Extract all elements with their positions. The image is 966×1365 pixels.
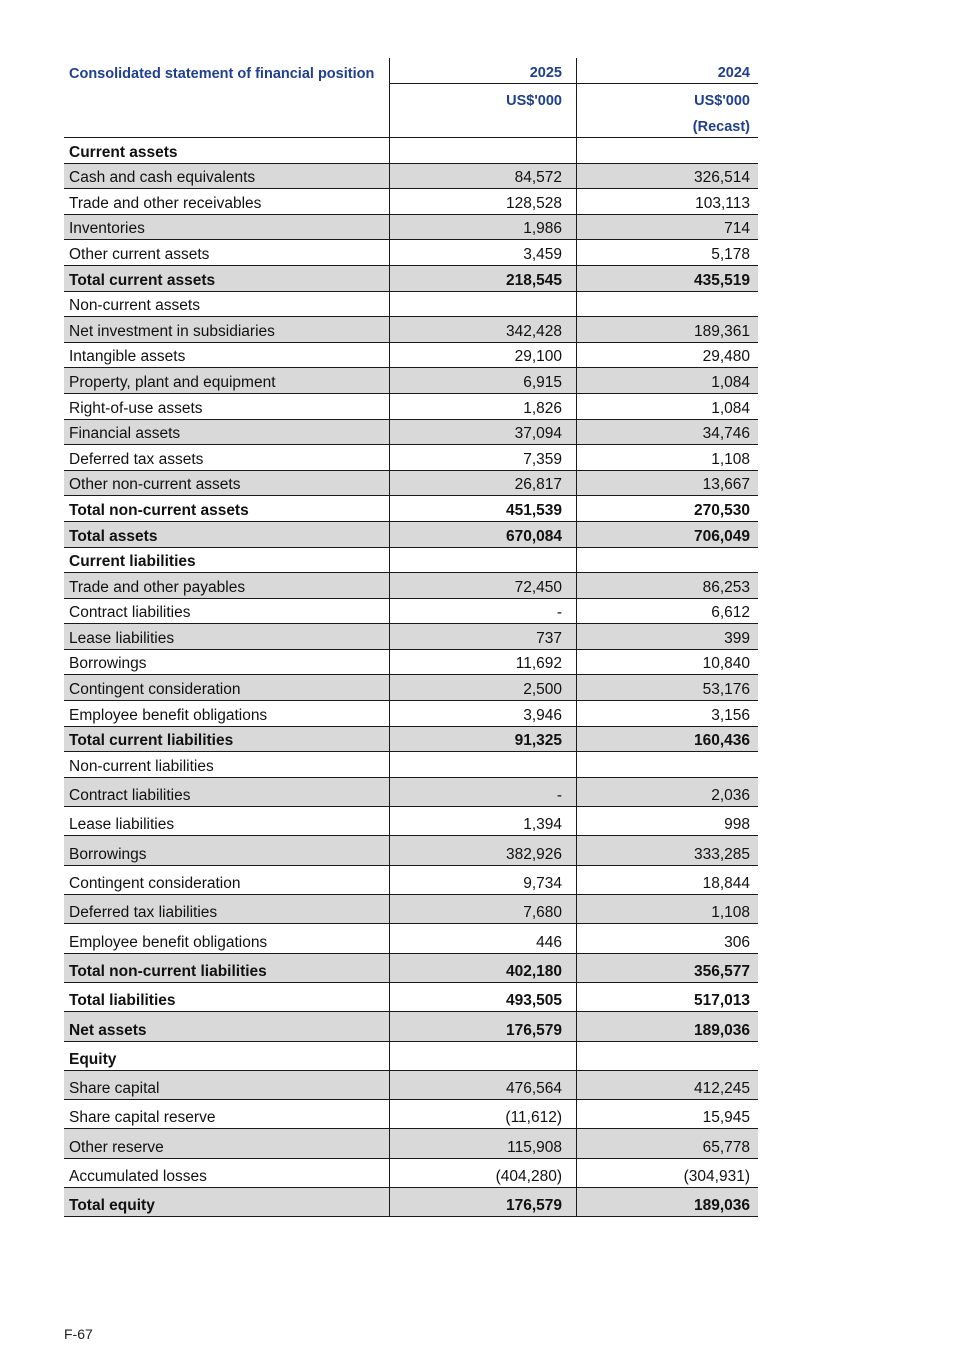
table-row [64, 548, 758, 574]
row-label-text: Right-of-use assets [69, 399, 203, 417]
unit-row [64, 84, 758, 111]
recast-note: (Recast) [576, 111, 758, 137]
row-label-text: Borrowings [69, 655, 147, 673]
table-row [64, 522, 758, 548]
row-label [64, 1042, 389, 1070]
value-2024 [576, 1042, 758, 1070]
value-2024 [576, 164, 758, 189]
row-label [64, 266, 389, 291]
table-row [64, 1129, 758, 1158]
row-label-text: Property, plant and equipment [69, 373, 276, 391]
row-label [64, 778, 389, 806]
row-label-text: Deferred tax assets [69, 450, 204, 468]
row-label-text: Total current assets [69, 271, 216, 289]
value-2024 [576, 266, 758, 291]
value-2025-text: 3,459 [523, 245, 562, 263]
row-label [64, 573, 389, 598]
value-2025 [389, 727, 576, 752]
value-2024 [576, 445, 758, 470]
value-2024 [576, 954, 758, 982]
value-2025 [389, 573, 576, 598]
row-label-text: Total current liabilities [69, 732, 234, 750]
row-label-text: Inventories [69, 220, 145, 238]
value-2024-text: 326,514 [693, 169, 750, 187]
row-label [64, 240, 389, 265]
value-2025 [389, 624, 576, 649]
row-label [64, 1188, 389, 1216]
row-label [64, 420, 389, 445]
value-2024 [576, 650, 758, 675]
row-label [64, 983, 389, 1011]
row-label-text: Non-current assets [69, 297, 200, 315]
value-2024 [576, 836, 758, 864]
table-row [64, 138, 758, 164]
row-label [64, 752, 389, 777]
value-2025 [389, 368, 576, 393]
value-2025 [389, 164, 576, 189]
row-label-text: Total equity [69, 1197, 155, 1215]
row-label [64, 727, 389, 752]
table-row [64, 394, 758, 420]
value-2024-text: 706,049 [693, 527, 750, 545]
value-2025 [389, 445, 576, 470]
table-row [64, 573, 758, 599]
value-2024-text: 399 [724, 629, 750, 647]
value-2025-text: 11,692 [515, 655, 562, 673]
row-label [64, 164, 389, 189]
value-2024-text: 435,519 [693, 271, 750, 289]
table-row [64, 189, 758, 215]
value-2024-text: 13,667 [702, 476, 750, 494]
value-2024-text: 6,612 [711, 604, 750, 622]
value-2024-text: (304,931) [683, 1168, 750, 1185]
value-2025 [389, 1042, 576, 1070]
row-label-text: Cash and cash equivalents [69, 169, 256, 187]
row-label [64, 189, 389, 214]
value-2025-text: 37,094 [514, 425, 562, 443]
row-label-text: Intangible assets [69, 348, 186, 366]
value-2025 [389, 1100, 576, 1128]
value-2024 [576, 522, 758, 547]
value-2024-text: 53,176 [702, 681, 750, 699]
table-row [64, 343, 758, 369]
value-2025 [389, 983, 576, 1011]
row-label [64, 1071, 389, 1099]
value-2024-text: 189,036 [693, 1021, 750, 1039]
value-2024-text: 189,036 [693, 1197, 750, 1215]
table-row [64, 1188, 758, 1217]
value-2025-text: 176,579 [505, 1197, 562, 1215]
row-label [64, 368, 389, 393]
value-2025-text: 128,528 [505, 194, 562, 212]
header-spacer [64, 111, 389, 137]
value-2024 [576, 983, 758, 1011]
value-2024-text: 998 [724, 816, 750, 834]
value-2025-text: 3,946 [523, 706, 562, 724]
table-row [64, 1012, 758, 1041]
value-2024-text: 1,084 [711, 399, 750, 417]
value-2025 [389, 420, 576, 445]
table-row [64, 599, 758, 625]
row-label [64, 599, 389, 624]
row-label [64, 836, 389, 864]
row-label [64, 548, 389, 573]
value-2025-text: 1,986 [523, 220, 562, 238]
row-label [64, 924, 389, 952]
value-2025 [389, 138, 576, 163]
value-2024 [576, 701, 758, 726]
value-2024 [576, 138, 758, 163]
row-label [64, 445, 389, 470]
value-2025 [389, 650, 576, 675]
table-row [64, 164, 758, 190]
table-row [64, 266, 758, 292]
row-label-text: Deferred tax liabilities [69, 904, 218, 922]
row-label [64, 1012, 389, 1040]
value-2025-text: 84,572 [514, 169, 562, 187]
value-2024 [576, 1188, 758, 1216]
row-label-text: Accumulated losses [69, 1168, 207, 1185]
value-2024 [576, 752, 758, 777]
row-label-text: Current liabilities [69, 553, 196, 571]
value-2024 [576, 215, 758, 240]
table-row [64, 778, 758, 807]
row-label-text: Contingent consideration [69, 875, 241, 893]
row-label [64, 496, 389, 521]
row-label-text: Trade and other payables [69, 578, 246, 596]
value-2025 [389, 599, 576, 624]
value-2025 [389, 807, 576, 835]
value-2025-text: 6,915 [523, 373, 562, 391]
row-label-text: Current assets [69, 143, 178, 161]
value-2025-text: 115,908 [507, 1138, 562, 1156]
value-2024-text: 160,436 [693, 732, 750, 750]
table-row [64, 752, 758, 778]
value-2025-text: 446 [536, 933, 562, 951]
row-label-text: Share capital [69, 1080, 160, 1098]
row-label [64, 138, 389, 163]
value-2024 [576, 368, 758, 393]
value-2024-text: 86,253 [702, 578, 750, 596]
value-2025 [389, 317, 576, 342]
value-2025 [389, 496, 576, 521]
table-row [64, 807, 758, 836]
value-2025-text: 737 [536, 629, 562, 647]
row-label-text: Borrowings [69, 845, 147, 863]
value-2025 [389, 471, 576, 496]
row-label [64, 343, 389, 368]
value-2024 [576, 292, 758, 317]
row-label-text: Trade and other receivables [69, 194, 262, 212]
column-header-2025: 2025 [389, 58, 576, 84]
row-label [64, 317, 389, 342]
row-label-text: Non-current liabilities [69, 757, 214, 775]
row-label-text: Employee benefit obligations [69, 706, 268, 724]
column-header-2024: 2024 [576, 58, 758, 84]
value-2024 [576, 1100, 758, 1128]
value-2025 [389, 701, 576, 726]
table-row [64, 895, 758, 924]
value-2024-text: 306 [724, 933, 750, 951]
value-2024 [576, 471, 758, 496]
value-2025-text: 91,325 [514, 732, 562, 750]
recast-row [64, 111, 758, 138]
table-row [64, 317, 758, 343]
note-2025-blank [389, 111, 576, 137]
value-2024 [576, 866, 758, 894]
value-2024-text: 65,778 [702, 1138, 750, 1156]
value-2025 [389, 866, 576, 894]
value-2024-text: 10,840 [702, 655, 750, 673]
table-row [64, 496, 758, 522]
row-label-text: Contingent consideration [69, 681, 241, 699]
value-2025-text: 670,084 [505, 527, 562, 545]
value-2024-text: 517,013 [693, 992, 750, 1010]
value-2025 [389, 1071, 576, 1099]
unit-2024: US$'000 [576, 84, 758, 111]
value-2025 [389, 548, 576, 573]
row-label [64, 215, 389, 240]
value-2024-text: 103,113 [695, 194, 750, 212]
table-body [64, 138, 758, 1217]
value-2025-text: 493,505 [505, 992, 562, 1010]
value-2024-text: 270,530 [693, 501, 750, 519]
value-2024 [576, 675, 758, 700]
table-row [64, 624, 758, 650]
value-2024-text: 714 [724, 220, 750, 238]
row-label [64, 895, 389, 923]
value-2025-text: 476,564 [505, 1080, 562, 1098]
value-2025 [389, 189, 576, 214]
table-row [64, 650, 758, 676]
table-row [64, 368, 758, 394]
header-row [64, 58, 758, 84]
value-2025 [389, 215, 576, 240]
value-2025 [389, 675, 576, 700]
table-row [64, 954, 758, 983]
row-label-text: Lease liabilities [69, 816, 175, 834]
row-label-text: Total assets [69, 527, 158, 545]
value-2025-text: 26,817 [514, 476, 562, 494]
row-label [64, 624, 389, 649]
value-2024 [576, 548, 758, 573]
row-label-text: Other reserve [69, 1138, 164, 1156]
value-2025 [389, 1188, 576, 1216]
row-label-text: Net investment in subsidiaries [69, 322, 275, 340]
value-2024-text: 333,285 [693, 845, 750, 863]
value-2025-text: 72,450 [514, 578, 562, 596]
value-2024 [576, 1071, 758, 1099]
value-2024-text: 3,156 [711, 706, 750, 724]
value-2024-text: 412,245 [693, 1080, 750, 1098]
value-2025 [389, 240, 576, 265]
value-2025-text: 7,680 [523, 904, 562, 922]
value-2024 [576, 807, 758, 835]
value-2025-text: 402,180 [505, 962, 562, 980]
table-row [64, 866, 758, 895]
table-row [64, 215, 758, 241]
value-2025 [389, 1159, 576, 1187]
value-2025 [389, 394, 576, 419]
row-label-text: Other non-current assets [69, 476, 241, 494]
value-2024 [576, 573, 758, 598]
value-2024-text: 34,746 [702, 425, 750, 443]
table-row [64, 292, 758, 318]
value-2025 [389, 292, 576, 317]
row-label-text: Total non-current assets [69, 501, 249, 519]
value-2025-text: 1,826 [523, 399, 562, 417]
value-2024 [576, 1159, 758, 1187]
value-2024 [576, 189, 758, 214]
table-row [64, 701, 758, 727]
value-2024 [576, 895, 758, 923]
value-2025-text: 451,539 [505, 501, 562, 519]
row-label [64, 292, 389, 317]
row-label [64, 650, 389, 675]
value-2025-text: - [556, 604, 562, 622]
row-label [64, 954, 389, 982]
table-row [64, 471, 758, 497]
value-2025 [389, 924, 576, 952]
row-label [64, 1159, 389, 1187]
table-row [64, 1071, 758, 1100]
value-2025 [389, 752, 576, 777]
table-row [64, 924, 758, 953]
value-2024-text: 5,178 [711, 245, 750, 263]
row-label [64, 807, 389, 835]
table-row [64, 420, 758, 446]
table-row [64, 836, 758, 865]
value-2024 [576, 624, 758, 649]
row-label-text: Contract liabilities [69, 604, 191, 622]
table-row [64, 675, 758, 701]
value-2025-text: (11,612) [505, 1109, 562, 1127]
value-2025 [389, 778, 576, 806]
value-2024 [576, 727, 758, 752]
value-2025 [389, 836, 576, 864]
value-2025 [389, 343, 576, 368]
value-2025-text: 382,926 [505, 845, 562, 863]
row-label [64, 522, 389, 547]
value-2024 [576, 924, 758, 952]
value-2025-text: 2,500 [523, 681, 562, 699]
row-label-text: Total liabilities [69, 992, 176, 1010]
value-2024 [576, 778, 758, 806]
row-label-text: Total non-current liabilities [69, 962, 267, 980]
table-row [64, 240, 758, 266]
value-2024 [576, 317, 758, 342]
row-label [64, 1129, 389, 1157]
value-2024 [576, 599, 758, 624]
value-2025 [389, 266, 576, 291]
value-2024-text: 15,945 [702, 1109, 750, 1127]
row-label-text: Equity [69, 1050, 117, 1068]
row-label-text: Lease liabilities [69, 629, 175, 647]
value-2024-text: 1,084 [711, 373, 750, 391]
table-row [64, 727, 758, 753]
value-2025-text: (404,280) [495, 1168, 562, 1185]
value-2024 [576, 496, 758, 521]
row-label [64, 471, 389, 496]
value-2024-text: 2,036 [711, 787, 750, 805]
value-2025-text: 7,359 [523, 450, 562, 468]
header-spacer [64, 84, 389, 111]
value-2025-text: 342,428 [505, 322, 562, 340]
financial-position-table [64, 58, 758, 1217]
value-2024 [576, 240, 758, 265]
value-2025-text: 9,734 [523, 875, 562, 893]
row-label-text: Other current assets [69, 245, 210, 263]
value-2024 [576, 1012, 758, 1040]
row-label-text: Financial assets [69, 425, 181, 443]
page-number: F-67 [64, 1326, 93, 1342]
row-label-text: Contract liabilities [69, 787, 191, 805]
value-2024 [576, 420, 758, 445]
value-2024-text: 29,480 [702, 348, 750, 366]
table-row [64, 1159, 758, 1188]
value-2025 [389, 954, 576, 982]
value-2025-text: 176,579 [505, 1021, 562, 1039]
value-2024-text: 356,577 [693, 962, 750, 980]
row-label-text: Share capital reserve [69, 1109, 216, 1127]
table-row [64, 445, 758, 471]
table-row [64, 983, 758, 1012]
value-2025 [389, 1129, 576, 1157]
row-label [64, 1100, 389, 1128]
value-2024 [576, 343, 758, 368]
value-2024 [576, 1129, 758, 1157]
row-label [64, 701, 389, 726]
unit-2025: US$'000 [389, 84, 576, 111]
value-2024-text: 189,361 [693, 322, 750, 340]
row-label-text: Employee benefit obligations [69, 933, 268, 951]
value-2025-text: 29,100 [514, 348, 562, 366]
value-2025 [389, 895, 576, 923]
value-2024-text: 1,108 [711, 450, 750, 468]
value-2025-text: 1,394 [523, 816, 562, 834]
table-title: Consolidated statement of financial position [69, 66, 375, 82]
row-label [64, 675, 389, 700]
row-label [64, 866, 389, 894]
row-label [64, 394, 389, 419]
value-2024-text: 1,108 [711, 904, 750, 922]
table-row [64, 1042, 758, 1071]
value-2024-text: 18,844 [702, 875, 750, 893]
value-2025 [389, 522, 576, 547]
row-label-text: Net assets [69, 1021, 147, 1039]
table-row [64, 1100, 758, 1129]
value-2025-text: 218,545 [505, 271, 562, 289]
value-2024 [576, 394, 758, 419]
value-2025-text: - [556, 787, 562, 805]
value-2025 [389, 1012, 576, 1040]
